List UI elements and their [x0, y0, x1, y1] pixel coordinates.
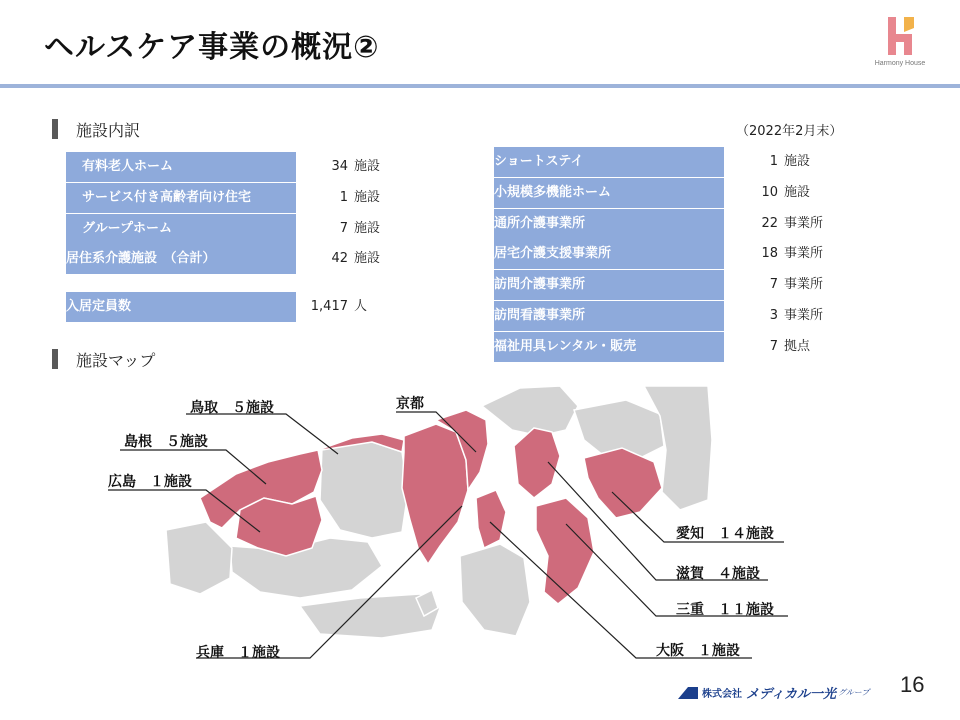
row-label-nursing-home: 有料老人ホーム — [66, 152, 296, 182]
service-count — [744, 270, 823, 300]
map-label-aichi: 愛知 １４施設 — [676, 526, 774, 542]
company-logo — [678, 682, 869, 702]
page-number: 16 — [900, 672, 925, 697]
service-label: 通所介護事業所 — [494, 209, 724, 239]
service-label: 訪問看護事業所 — [494, 301, 724, 331]
region-yamaguchi — [166, 522, 232, 594]
japan-region-map — [0, 380, 960, 680]
service-label: 訪問介護事業所 — [494, 270, 724, 300]
service-value: 10 — [761, 185, 778, 200]
page-title: ヘルスケア事業の概況② — [44, 30, 380, 65]
service-value: 7 — [769, 277, 778, 292]
capacity-number: 1,417 — [310, 299, 348, 314]
service-unit: 拠点 — [784, 339, 811, 354]
company-brand: メディカル一光 — [746, 687, 836, 702]
service-value: 18 — [761, 246, 778, 261]
map-label-tottori: 鳥取 ５施設 — [190, 400, 274, 416]
company-group: グループ — [837, 688, 870, 697]
leader-tottori — [186, 414, 338, 454]
map-label-osaka: 大阪 １施設 — [656, 643, 740, 659]
row-value: 42 — [331, 251, 348, 266]
service-label: 福祉用具レンタル・販売 — [494, 332, 724, 362]
service-value: 7 — [769, 339, 778, 354]
service-count — [744, 301, 823, 331]
row-value: 34 — [331, 159, 348, 174]
service-label: 居宅介護支援事業所 — [494, 239, 724, 269]
logo-caption: Harmony House — [874, 60, 926, 67]
section-heading: 施設内訳 — [76, 121, 141, 140]
company-prefix: 株式会社 — [702, 689, 742, 700]
map-label-kyoto: 京都 — [396, 396, 424, 412]
capacity-value — [306, 292, 367, 322]
harmony-house-logo — [858, 14, 942, 76]
service-unit: 施設 — [784, 185, 811, 200]
map-label-shimane: 島根 ５施設 — [124, 434, 208, 450]
capacity-label: 入居定員数 — [66, 292, 296, 322]
row-unit: 施設 — [354, 190, 381, 205]
service-unit: 施設 — [784, 154, 811, 169]
map-label-hiroshima: 広島 １施設 — [108, 474, 192, 490]
row-value: 7 — [339, 221, 348, 236]
row-label-service-housing: サービス付き高齢者向け住宅 — [66, 183, 296, 213]
service-unit: 事業所 — [784, 216, 824, 231]
as-of-date: （2022年2月末） — [736, 124, 843, 139]
company-mark-icon — [678, 687, 698, 699]
region-okayama — [320, 442, 408, 538]
row-value: 1 — [339, 190, 348, 205]
region-osaka — [476, 490, 506, 548]
facility-count — [310, 214, 380, 244]
region-fukui-ishikawa — [482, 386, 578, 436]
row-unit: 施設 — [354, 251, 381, 266]
service-label: ショートステイ — [494, 147, 724, 177]
map-label-shiga: 滋賀 ４施設 — [676, 566, 760, 582]
section-bar-icon — [52, 349, 58, 369]
facility-count-total — [310, 244, 380, 274]
region-nara-wakayama — [460, 544, 530, 636]
row-label-group-home: グループホーム — [66, 214, 296, 244]
row-unit: 施設 — [354, 221, 381, 236]
service-count — [744, 147, 810, 177]
region-mie — [536, 498, 594, 604]
facility-count — [310, 183, 380, 213]
service-count — [744, 178, 810, 208]
section-bar-icon — [52, 119, 58, 139]
service-count — [744, 239, 823, 269]
service-value: 1 — [769, 154, 778, 169]
section-heading: 施設マップ — [76, 351, 156, 370]
row-unit: 施設 — [354, 159, 381, 174]
service-unit: 事業所 — [784, 277, 824, 292]
service-count — [744, 332, 810, 362]
service-unit: 事業所 — [784, 308, 824, 323]
region-hyogo — [402, 424, 468, 564]
title-divider — [0, 84, 960, 88]
region-shiga — [514, 428, 560, 498]
service-unit: 事業所 — [784, 246, 824, 261]
capacity-unit: 人 — [354, 299, 368, 314]
service-value: 3 — [769, 308, 778, 323]
service-count — [744, 209, 823, 239]
map-label-mie: 三重 １１施設 — [676, 602, 774, 618]
facility-map — [0, 380, 960, 680]
region-aichi — [584, 448, 662, 518]
row-label-total: 居住系介護施設 （合計） — [66, 244, 296, 274]
logo-h-icon — [858, 14, 942, 60]
map-label-hyogo: 兵庫 １施設 — [196, 645, 280, 661]
facility-count — [310, 152, 380, 182]
service-value: 22 — [761, 216, 778, 231]
service-label: 小規模多機能ホーム — [494, 178, 724, 208]
